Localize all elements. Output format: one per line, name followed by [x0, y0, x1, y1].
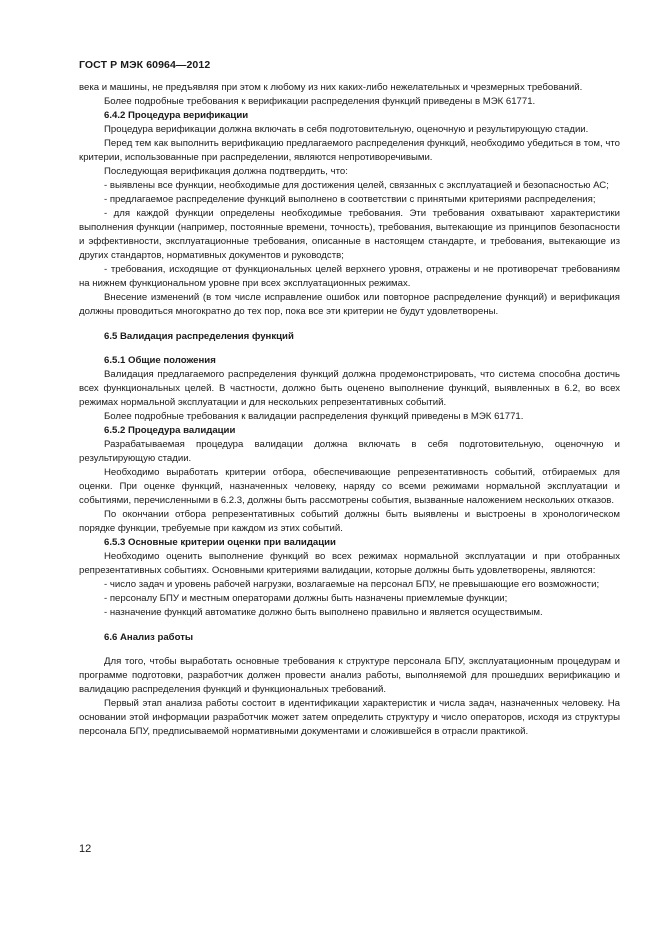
paragraph: Необходимо выработать критерии отбора, обеспечивающие репрезентативность событий, отбираемых для оценки. При оценке функций, назначенных человеку, наряду со всеми режимами нормальной эксплуатации и событиями, перечисленными в 6.2.3, должны быть рассмотрены события, вызванные наложением нескольких отказов.	[79, 467, 620, 506]
paragraph: - число задач и уровень рабочей нагрузки, возлагаемые на персонал БПУ, не превышающие его возможности;	[104, 579, 600, 590]
paragraph: Разрабатываемая процедура валидации должна включать в себя подготовительную, оценочную и результирующую стадии.	[79, 439, 620, 464]
paragraph: Необходимо оценить выполнение функций во всех режимах нормальной эксплуатации и при отобранных репрезентативных событиях. Основными критериями валидации, которые должны быть удовлетворены, являются:	[79, 551, 620, 576]
document-header: ГОСТ Р МЭК 60964—2012	[79, 59, 211, 71]
section-heading: 6.5 Валидация распределения функций	[104, 331, 294, 342]
paragraph: - для каждой функции определены необходимые требования. Эти требования охватывают характеристики выполнения функции (например, постоянные времени, точность), требования, вытекающие из принципов безопасности и эффективности, эксплуатационные требования, описанные в настоящем стандарте, и требования, вытекающие из других стандартов, нормативных документов и руководств;	[79, 208, 620, 261]
section-heading: 6.6 Анализ работы	[104, 632, 194, 643]
paragraph: - назначение функций автоматике должно быть выполнено правильно и является осуществимым.	[104, 607, 543, 618]
section-heading: 6.4.2 Процедура верификации	[104, 110, 249, 121]
paragraph: - требования, исходящие от функциональных целей верхнего уровня, отражены и не противоречат требованиям на нижнем функциональном уровне при всех эксплуатационных режимах.	[79, 264, 620, 289]
paragraph: Внесение изменений (в том числе исправление ошибок или повторное распределение функций) и верификация должны проводиться многократно до тех пор, пока все эти критерии не будут удовлетворены.	[79, 292, 620, 317]
paragraph: Процедура верификации должна включать в себя подготовительную, оценочную и результирующую стадии.	[104, 124, 589, 135]
section-heading: 6.5.3 Основные критерии оценки при валидации	[104, 537, 336, 548]
paragraph: Валидация предлагаемого распределения функций должна продемонстрировать, что система способна достичь всех функциональных целей. В частности, должно быть оценено выполнение функций, выявленных в 6.2, во всех режимах нормальной эксплуатации и для нескольких репрезентативных событий.	[79, 369, 620, 408]
paragraph: - выявлены все функции, необходимые для достижения целей, связанных с эксплуатацией и безопасностью АС;	[104, 180, 609, 191]
section-heading: 6.5.1 Общие положения	[104, 355, 216, 366]
paragraph: По окончании отбора репрезентативных событий должны быть выявлены и выстроены в хронологическом порядке функции, требуемые при каждом из этих событий.	[79, 509, 620, 534]
paragraph: Перед тем как выполнить верификацию предлагаемого распределения функций, необходимо убедиться в том, что критерии, использованные при распределении, являются непротиворечивыми.	[79, 138, 620, 163]
paragraph: века и машины, не предъявляя при этом к любому из них каких-либо нежелательных и чрезмерных требований.	[79, 82, 583, 93]
page-number: 12	[79, 843, 92, 855]
document-body	[79, 81, 620, 739]
paragraph: Первый этап анализа работы состоит в идентификации характеристик и числа задач, назначенных человеку. На основании этой информации разработчик может затем определить структуру и число операторов, исходя из структуры персонала БПУ, предписываемой нормативными документами и сложившейся в отрасли практикой.	[79, 698, 620, 737]
paragraph: - предлагаемое распределение функций выполнено в соответствии с принятыми критериями распределения;	[104, 194, 596, 205]
section-heading: 6.5.2 Процедура валидации	[104, 425, 236, 436]
paragraph: Для того, чтобы выработать основные требования к структуре персонала БПУ, эксплуатационным процедурам и программе подготовки, разработчик должен провести анализ работы, выполняемой для прошедших верификацию и валидацию распределения функций и функциональных требований.	[79, 656, 620, 695]
paragraph: Последующая верификация должна подтвердить, что:	[104, 166, 348, 177]
paragraph: - персоналу БПУ и местным операторами должны быть назначены приемлемые функции;	[104, 593, 508, 604]
paragraph: Более подробные требования к валидации распределения функций приведены в МЭК 61771.	[104, 411, 524, 422]
paragraph: Более подробные требования к верификации распределения функций приведены в МЭК 61771.	[104, 96, 536, 107]
